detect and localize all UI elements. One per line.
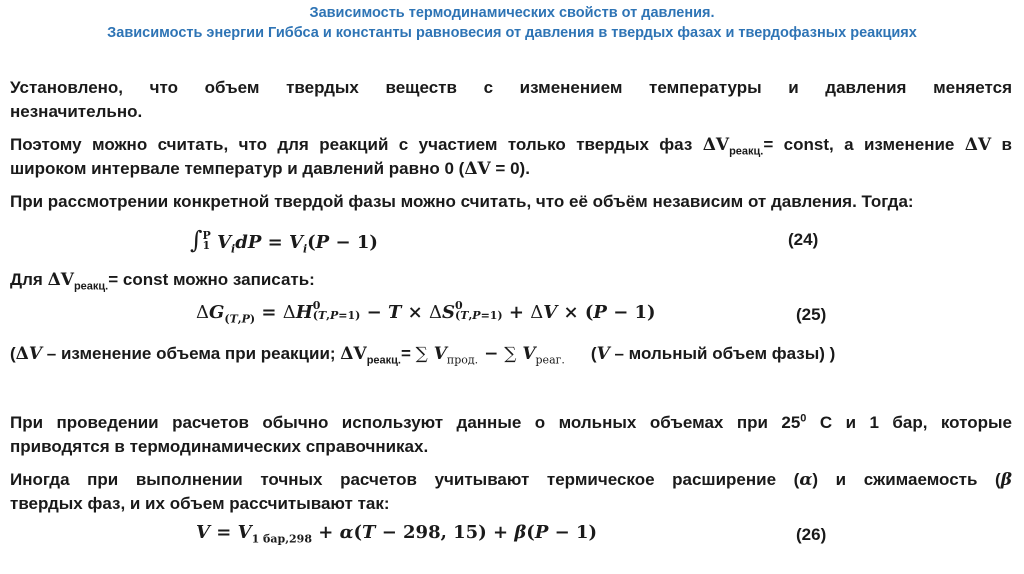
paragraph-1-line2: незначительно.	[10, 102, 143, 121]
header-title-line2: Зависимость энергии Гиббса и константы равновесия от давления в твердых фазах и твердофазных реакциях	[107, 25, 917, 41]
paragraph-7-line2: твердых фаз, и их объем рассчитывают так:	[10, 494, 390, 513]
paragraph-2-line1: Поэтому можно считать, что для реакций с участием только твердых фаз $\Delta V_{реакц.}=$ const, а изменение ΔV в	[10, 135, 1012, 158]
equation-24: ∫ P 1 $V_idP = V_i(P - 1)$	[190, 226, 378, 256]
paragraph-2	[10, 133, 1012, 181]
paragraph-1-line1: Установлено, что объем твердых веществ с изменением температуры и давления меняется	[10, 78, 1012, 97]
paragraph-6	[10, 411, 1012, 459]
equation-25-number: (25)	[796, 305, 827, 324]
equation-26: $V = V_{1 бар,298} + \alpha(T - 298$, 15) + β(P − 1)	[196, 522, 598, 546]
paragraph-4: Для $\Delta V_{реакц.}=$ const можно записать:	[10, 270, 315, 293]
paragraph-7-line1: Иногда при выполнении точных расчетов учитывают термическое расширение (α) и сжимаемость (β	[10, 470, 1012, 490]
slide-header	[0, 3, 1024, 43]
equation-24-number: (24)	[788, 230, 819, 249]
header-title-line1: Зависимость термодинамических свойств от давления.	[309, 5, 715, 21]
paragraph-5: (ΔV – изменение объема при реакции; $\Delta V_{реакц.}=$ ∑ $V_{прод.}$ − ∑ $V_{реаг.}$ (V – мольный объем фазы) )	[10, 344, 836, 367]
equation-25: $\Delta G_{(T,P)} = \Delta H$ 0 (T,P=1) − T × ΔS 0 (T,P=1) + ΔV × (P − 1)	[196, 299, 656, 326]
paragraph-6-line1: При проведении расчетов обычно используют данные о мольных объемах при $25^0$ С и 1 бар, которые	[10, 412, 1012, 432]
paragraph-7	[10, 468, 1012, 516]
equation-26-number: (26)	[796, 525, 827, 544]
paragraph-2-line2: широком интервале температур и давлений равно 0 (ΔV = 0).	[10, 159, 530, 179]
paragraph-6-line2: приводятся в термодинамических справочниках.	[10, 437, 429, 456]
paragraph-3: При рассмотрении конкретной твердой фазы можно считать, что её объём независим от давления. Тогда:	[10, 192, 914, 211]
paragraph-1	[10, 76, 1012, 124]
